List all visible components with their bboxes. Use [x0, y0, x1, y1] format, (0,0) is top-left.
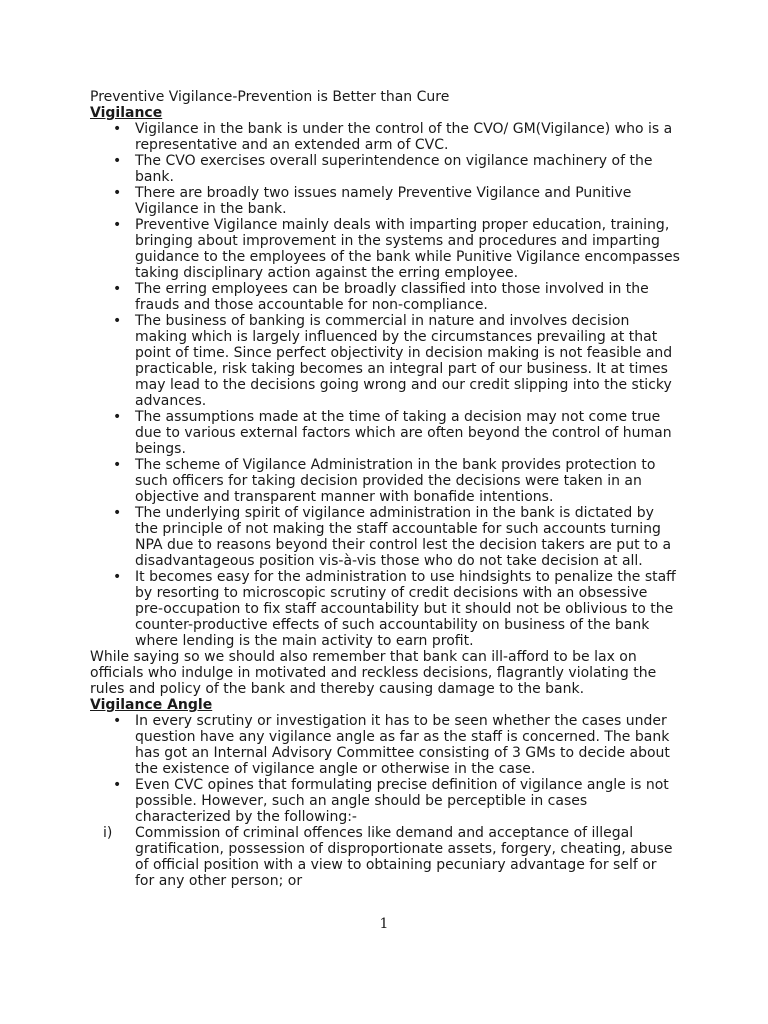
numbered-marker: i) [103, 825, 113, 841]
list-item [90, 777, 680, 825]
list-item-text: Preventive Vigilance mainly deals with imparting proper education, training, bringing about improvement in the systems and procedures and imparting guidance to the employees of the bank while Punitive Vigilance encompasses taking disciplinary action against the erring employee. [135, 217, 680, 281]
list-item-text: Vigilance in the bank is under the control of the CVO/ GM(Vigilance) who is a representative and an extended arm of CVC. [135, 121, 673, 153]
list-item-text: The assumptions made at the time of taking a decision may not come true due to various external factors which are often beyond the control of human beings. [135, 409, 672, 457]
list-item-text: Even CVC opines that formulating precise definition of vigilance angle is not possible. However, such an angle should be perceptible in cases characterized by the following:- [135, 777, 669, 825]
list-item [90, 713, 680, 777]
bullet-marker: • [113, 121, 122, 137]
list-item [90, 313, 680, 409]
numbered-item [90, 825, 680, 889]
section-heading-vigilance-angle: Vigilance Angle [90, 697, 213, 713]
bullet-marker: • [113, 313, 122, 329]
list-item-text: The CVO exercises overall superintendence on vigilance machinery of the bank. [135, 153, 653, 185]
list-item [90, 457, 680, 505]
bullet-marker: • [113, 185, 122, 201]
document-title: Preventive Vigilance-Prevention is Better than Cure [90, 89, 450, 105]
list-item [90, 121, 680, 153]
bullet-marker: • [113, 217, 122, 233]
bullet-marker: • [113, 505, 122, 521]
numbered-item-text: Commission of criminal offences like demand and acceptance of illegal gratification, possession of disproportionate assets, forgery, cheating, abuse of official position with a view to obtaining pecuniary advantage for self or for any other person; or [135, 825, 673, 889]
list-item-text: It becomes easy for the administration to use hindsights to penalize the staff by resorting to microscopic scrutiny of credit decisions with an obsessive pre-occupation to fix staff accountability but it should not be oblivious to the counter-productive effects of such accountability on business of the bank where lending is the main activity to earn profit. [135, 569, 676, 649]
bullet-marker: • [113, 409, 122, 425]
list-item-text: The underlying spirit of vigilance administration in the bank is dictated by the principle of not making the staff accountable for such accounts turning NPA due to reasons beyond their control lest the decision takers are put to a disadvantageous position vis-à-vis those who do not take decision at all. [135, 505, 672, 569]
bullet-marker: • [113, 281, 122, 297]
list-item-text: The business of banking is commercial in nature and involves decision making which is largely influenced by the circumstances prevailing at that point of time. Since perfect objectivity in decision making is not feasible and practicable, risk taking becomes an integral part of our business. It at times may lead to the decisions going wrong and our credit slipping into the sticky advances. [135, 313, 673, 409]
list-item-text: In every scrutiny or investigation it has to be seen whether the cases under question have any vigilance angle as far as the staff is concerned. The bank has got an Internal Advisory Committee consisting of 3 GMs to decide about the existence of vigilance angle or otherwise in the case. [135, 713, 670, 777]
numbered-list [90, 825, 680, 889]
list-item-text: The erring employees can be broadly classified into those involved in the frauds and those accountable for non-compliance. [135, 281, 649, 313]
bullet-marker: • [113, 777, 122, 793]
list-item [90, 281, 680, 313]
document-page [90, 89, 680, 889]
list-item [90, 505, 680, 569]
bullet-marker: • [113, 153, 122, 169]
page-number: 1 [379, 916, 389, 932]
list-item [90, 217, 680, 281]
list-item [90, 185, 680, 217]
list-item [90, 153, 680, 185]
bullet-marker: • [113, 569, 122, 585]
bullet-marker: • [113, 457, 122, 473]
vigilance-bullet-list [90, 121, 680, 649]
section-heading-vigilance: Vigilance [90, 105, 163, 121]
closing-paragraph: While saying so we should also remember that bank can ill-afford to be lax on officials who indulge in motivated and reckless decisions, flagrantly violating the rules and policy of the bank and thereby causing damage to the bank. [90, 649, 657, 697]
list-item-text: The scheme of Vigilance Administration in the bank provides protection to such officers for taking decision provided the decisions were taken in an objective and transparent manner with bonafide intentions. [135, 457, 656, 505]
vigilance-angle-bullet-list [90, 713, 680, 825]
list-item [90, 569, 680, 649]
list-item [90, 409, 680, 457]
bullet-marker: • [113, 713, 122, 729]
list-item-text: There are broadly two issues namely Preventive Vigilance and Punitive Vigilance in the bank. [135, 185, 632, 217]
